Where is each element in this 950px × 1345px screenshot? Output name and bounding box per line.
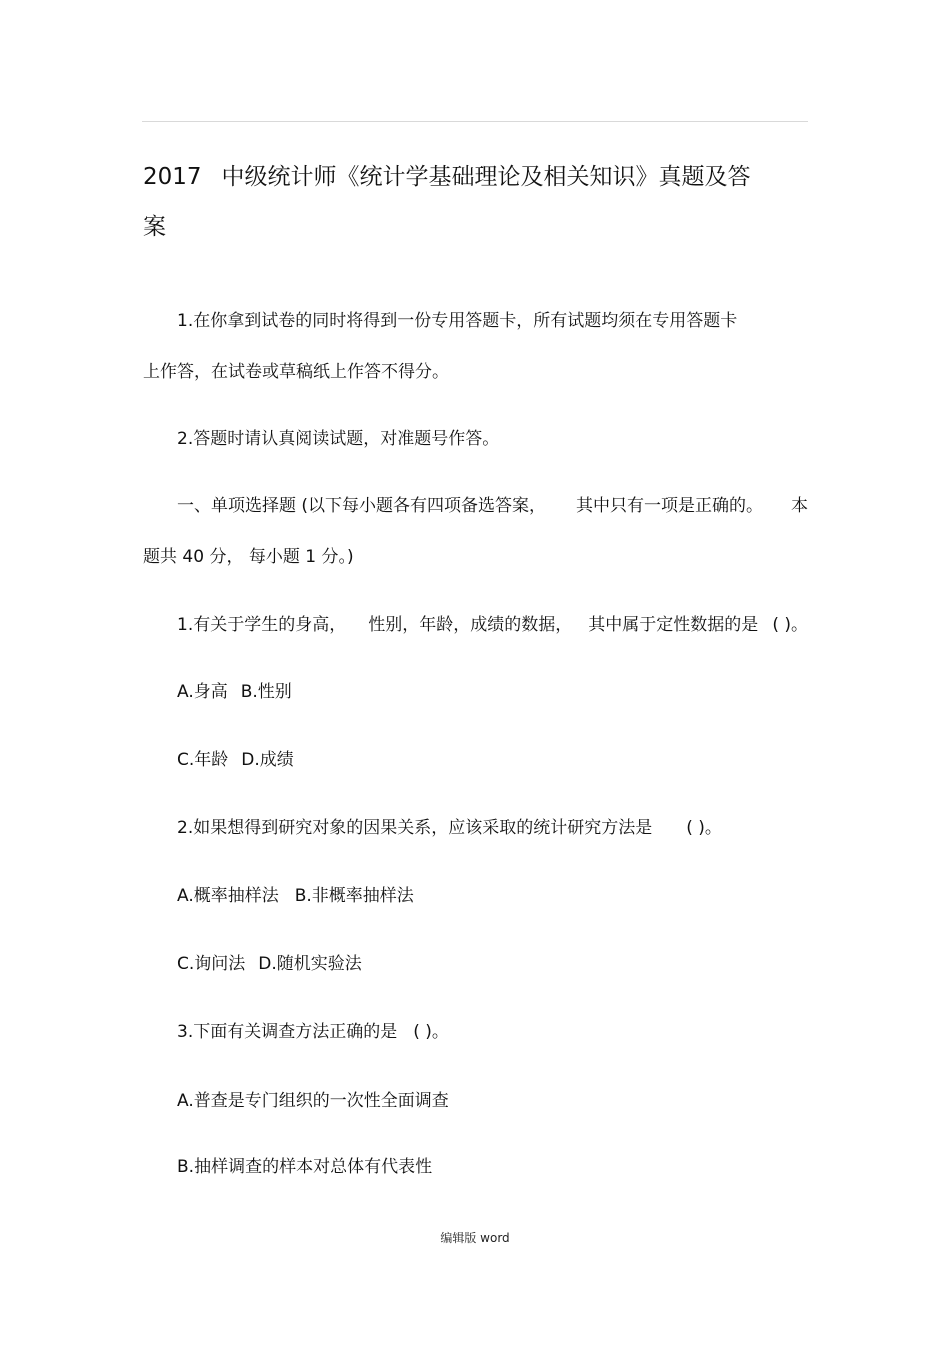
title-year: 2017 (143, 164, 202, 190)
document-title (143, 163, 751, 191)
question-2-options-ab (177, 885, 414, 907)
option-b: B.性别 (240, 682, 292, 702)
question-2 (177, 817, 722, 839)
option-a: A.概率抽样法 (177, 886, 279, 906)
question-3-option-a: A.普查是专门组织的一次性全面调查 (177, 1091, 449, 1111)
section-heading-line-1 (177, 495, 763, 517)
question-3-answer-blank: ( )。 (413, 1022, 449, 1042)
option-b: B.非概率抽样法 (294, 886, 414, 906)
document-title-continued: 案 (143, 214, 166, 240)
note-1-line-2: 上作答，在试卷或草稿纸上作答不得分。 (143, 362, 449, 382)
question-3 (177, 1021, 449, 1043)
question-2-options-cd (177, 953, 362, 975)
option-a: A.身高 (177, 682, 228, 702)
section-heading-part-3: 本 (791, 496, 808, 516)
title-text: 中级统计师《统计学基础理论及相关知识》真题及答 (221, 164, 751, 190)
header-rule (142, 121, 808, 122)
note-1-line-1: 1.在你拿到试卷的同时将得到一份专用答题卡，所有试题均须在专用答题卡 (177, 311, 738, 331)
question-1-options-cd (177, 749, 294, 771)
question-1-part-2: 性别，年龄，成绩的数据， (368, 615, 573, 635)
question-2-text: 2.如果想得到研究对象的因果关系，应该采取的统计研究方法是 (177, 818, 653, 838)
section-heading-part-2: 其中只有一项是正确的。 (576, 496, 764, 516)
question-1 (177, 614, 758, 636)
option-c: C.询问法 (177, 954, 246, 974)
question-3-option-b: B.抽样调查的样本对总体有代表性 (177, 1157, 433, 1177)
option-d: D.随机实验法 (258, 954, 362, 974)
question-1-options-ab (177, 681, 292, 703)
question-2-answer-blank: ( )。 (686, 818, 722, 838)
section-heading-part-1: 一、单项选择题 (以下每小题各有四项备选答案， (177, 496, 547, 516)
question-1-part-3: 其中属于定性数据的是 (588, 615, 759, 635)
option-c: C.年龄 (177, 750, 229, 770)
question-1-answer-blank: ( )。 (772, 615, 808, 635)
option-d: D.成绩 (241, 750, 294, 770)
note-2: 2.答题时请认真阅读试题，对准题号作答。 (177, 429, 500, 449)
section-heading-line-2: 题共 40 分， 每小题 1 分。) (143, 547, 354, 567)
page-footer: 编辑版 word (440, 1231, 510, 1245)
question-1-part-1: 1.有关于学生的身高， (177, 615, 347, 635)
question-3-text: 3.下面有关调查方法正确的是 (177, 1022, 398, 1042)
